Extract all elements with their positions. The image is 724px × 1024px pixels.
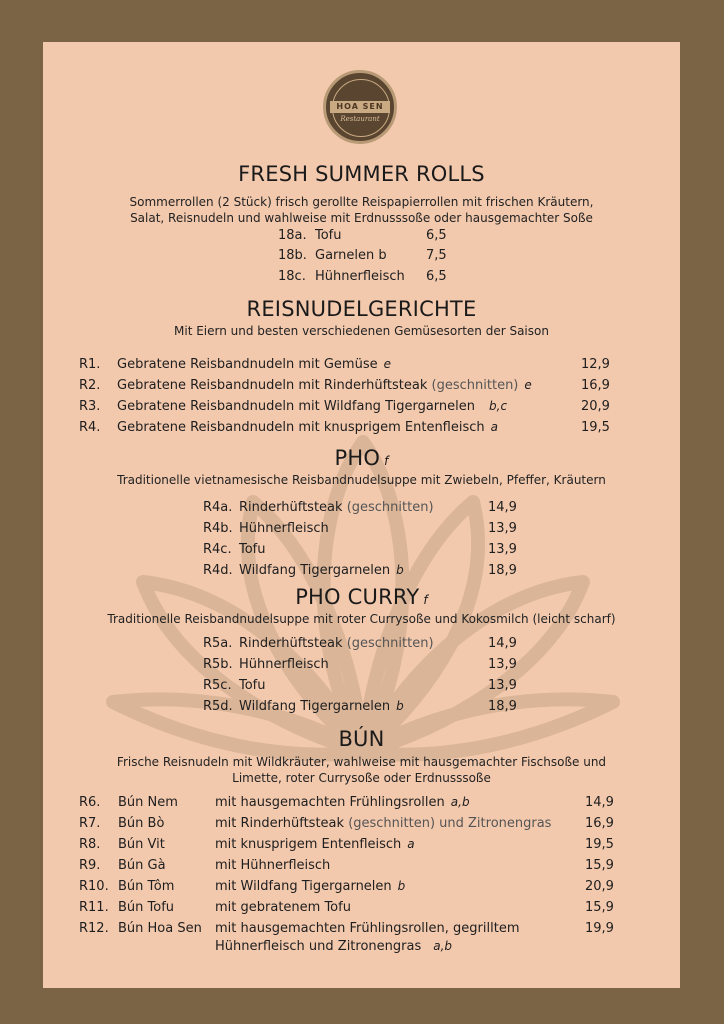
section-title-pho: PHO f bbox=[334, 446, 389, 470]
section-desc-pho: Traditionelle vietnamesische Reisbandnudelsuppe mit Zwiebeln, Pfeffer, Kräutern bbox=[117, 473, 606, 487]
section-desc-rolls-2: Salat, Reisnudeln und wahlweise mit Erdnusssoße oder hausgemachter Soße bbox=[130, 211, 593, 225]
section-desc-bun-2: Limette, roter Currysoße oder Erdnusssoße bbox=[232, 771, 491, 785]
section-title-reis: REISNUDELGERICHTE bbox=[246, 297, 477, 321]
menu-page: HOA SEN Restaurant FRESH SUMMER ROLLS Sommerrollen (2 Stück) frisch gerollte Reispapierrollen mit frischen Kräutern, Salat, Reisnudeln und wahlweise mit Erdnusssoße oder hausgemachter Soße 18a. Tofu 6,5 18b. Garnelen b 7,5 18c. Hühnerfleisch 6,5 REISNUDELGERICHTE Mit Eiern und besten verschiedenen Gemüsesorten der Saison R1. Gebratene Reisbandnudeln mit Gemüse e 12,9 R2. Gebratene Reisbandnudeln mit Rinderhüftsteak (geschnitten) e 16,9 R3. Gebratene Reisbandnudeln mit Wildfang Tigergarnelen b,c 20,9 R4. Gebratene Reisbandnudeln mit knusprigem Entenfleisch a 19,5 PHO f Traditionelle vietnamesische Reisbandnudelsuppe mit Zwiebeln, Pfeffer, Kräutern R4a. Rinderhüftsteak (geschnitten) 14,9 R4b. Hühnerfleisch 13,9 R4c. Tofu 13,9 R4d. Wildfang Tigergarnelen b 18,9 PHO CURRY f Traditionelle Reisbandnudelsuppe mit roter Currysoße und Kokosmilch (leicht scharf) R5a. Rinderhüftsteak (geschnitten) 14,9 R5b. Hühnerfleisch 13,9 R5c. Tofu 13,9 R5d. Wildfang Tigergarnelen b 18,9 BÚN Frische Reisnudeln mit Wildkräuter, wahlweise mit hausgemachter Fischsoße und Limette, roter Currysoße oder Erdnusssoße R6. Bún Nem mit hausgemachten Frühlingsrollen a,b 14,9 R7. Bún Bò mit Rinderhüftsteak (geschnitten) und Zitronengras 16,9 R8. Bún Vit mit knusprigem Entenfleisch a 19,5 R9. Bún Gà mit Hühnerfleisch 15,9 R10. Bún Tôm mit Wildfang Tigergarnelen b 20,9 R11. Bún Tofu mit gebratenem Tofu 15,9 R12. Bún Hoa Sen mit hausgemachten Frühlingsrollen, gegrilltem Hühnerfleisch und Zitronengras a,b 19,9 bbox=[43, 42, 680, 988]
logo bbox=[323, 70, 397, 144]
section-title-curry: PHO CURRY f bbox=[295, 585, 428, 609]
section-desc-bun-1: Frische Reisnudeln mit Wildkräuter, wahlweise mit hausgemachter Fischsoße und bbox=[116, 755, 607, 769]
section-title-bun: BÚN bbox=[338, 727, 385, 751]
section-title-rolls: FRESH SUMMER ROLLS bbox=[238, 162, 485, 186]
section-desc-curry: Traditionelle Reisbandnudelsuppe mit roter Currysoße und Kokosmilch (leicht scharf) bbox=[107, 612, 616, 626]
logo-name: HOA SEN bbox=[330, 101, 390, 113]
section-desc-reis: Mit Eiern und besten verschiedenen Gemüsesorten der Saison bbox=[174, 324, 549, 338]
section-desc-rolls-1: Sommerrollen (2 Stück) frisch gerollte Reispapierrollen mit frischen Kräutern, bbox=[129, 195, 594, 209]
logo-subtitle: Restaurant bbox=[340, 115, 380, 123]
